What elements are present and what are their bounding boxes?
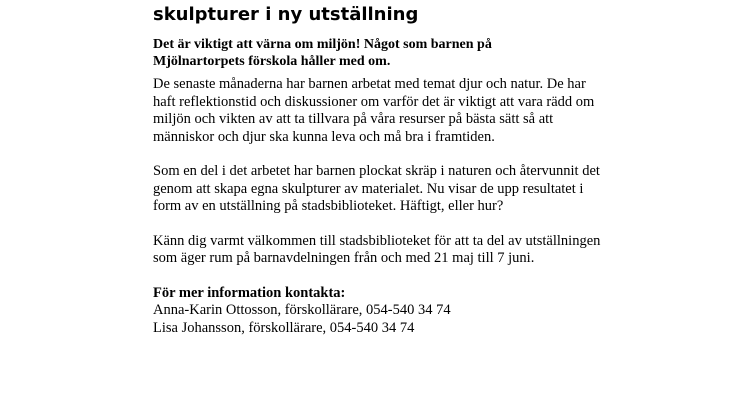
contact-block <box>153 285 633 338</box>
body-paragraph-intro <box>153 76 633 146</box>
lead-line: Det är viktigt att värna om miljön! Något som barnen på <box>153 37 492 52</box>
page-title: skulpturer i ny utställning <box>153 4 419 25</box>
paragraph-line: haft reflektionstid och diskussioner om varför det är viktigt att vara rädd om <box>153 93 595 110</box>
contact-heading: För mer information kontakta: <box>153 284 346 301</box>
lead-paragraph <box>153 36 633 70</box>
paragraph-line: form av en utställning på stadsbiblioteket. Häftigt, eller hur? <box>153 198 504 214</box>
paragraph-line: människor och djur ska kunna leva och må bra i framtiden. <box>153 128 495 145</box>
contact-person: Anna-Karin Ottosson, förskollärare, 054-540 34 74 <box>153 302 451 318</box>
lead-line: Mjölnartorpets förskola håller med om. <box>153 54 391 69</box>
press-release <box>153 0 633 337</box>
paragraph-line: Som en del i det arbetet har barnen plockat skräp i naturen och återvunnit det <box>153 163 600 179</box>
body-paragraph-work <box>153 163 633 216</box>
paragraph-line: Känn dig varmt välkommen till stadsbiblioteket för att ta del av utställningen <box>153 232 601 249</box>
paragraph-line: miljön och vikten av att ta tillvara på våra resurser på bästa sätt så att <box>153 111 554 127</box>
paragraph-line: De senaste månaderna har barnen arbetat med temat djur och natur. De har <box>153 76 586 92</box>
paragraph-line: genom att skapa egna skulpturer av materialet. Nu visar de upp resultatet i <box>153 180 584 197</box>
body-paragraph-invitation <box>153 233 633 268</box>
paragraph-line: som äger rum på barnavdelningen från och med 21 maj till 7 juni. <box>153 250 535 266</box>
contact-person: Lisa Johansson, förskollärare, 054-540 34 74 <box>153 319 415 336</box>
